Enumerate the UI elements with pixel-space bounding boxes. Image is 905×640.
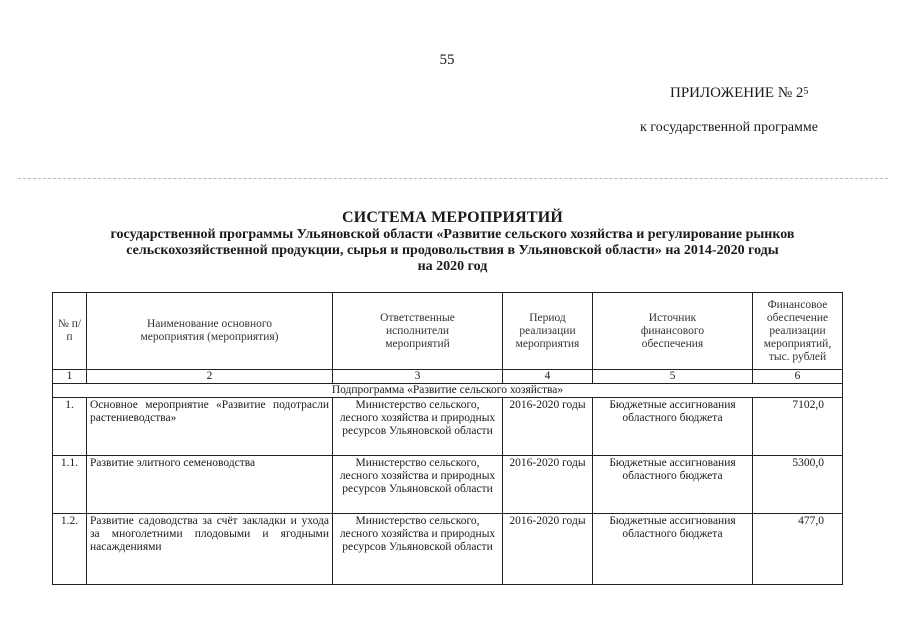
appendix-title-text: ПРИЛОЖЕНИЕ № 2 — [670, 85, 804, 101]
table-header-row — [53, 293, 843, 370]
row-number: 1. — [53, 398, 87, 456]
header-funding: Финансовое обеспечение реализации мероприятий, тыс. рублей — [753, 293, 843, 370]
header-period: Период реализации мероприятия — [503, 293, 593, 370]
heading-title: СИСТЕМА МЕРОПРИЯТИЙ — [341, 209, 564, 226]
appendix-subtitle: к государственной программе — [640, 120, 818, 135]
column-number: 4 — [503, 370, 593, 384]
row-amount: 5300,0 — [753, 456, 843, 514]
row-name: Развитие элитного семеноводства — [87, 456, 333, 514]
row-name: Основное мероприятие «Развитие подотрасли растениеводства» — [87, 398, 333, 456]
column-number: 6 — [753, 370, 843, 384]
events-table — [52, 292, 843, 585]
page-number: 55 — [439, 52, 455, 68]
row-source: Бюджетные ассигнования областного бюджета — [593, 456, 753, 514]
subprogram-row — [53, 384, 843, 398]
row-amount: 477,0 — [753, 514, 843, 585]
subprogram-title: Подпрограмма «Развитие сельского хозяйства» — [53, 384, 843, 398]
heading-line-4: на 2020 год — [417, 259, 488, 274]
row-name: Развитие садоводства за счёт закладки и ухода за многолетними плодовыми и ягодными насаждениями — [87, 514, 333, 585]
row-source: Бюджетные ассигнования областного бюджета — [593, 514, 753, 585]
table-row — [53, 514, 843, 585]
row-executors: Министерство сельского, лесного хозяйства и природных ресурсов Ульяновской области — [333, 456, 503, 514]
column-number: 1 — [53, 370, 87, 384]
row-source: Бюджетные ассигнования областного бюджета — [593, 398, 753, 456]
heading-line-2: государственной программы Ульяновской области «Развитие сельского хозяйства и регулирование рынков — [110, 227, 795, 242]
column-number: 3 — [333, 370, 503, 384]
table-row — [53, 398, 843, 456]
appendix-superscript: 5 — [803, 86, 809, 97]
row-period: 2016-2020 годы — [503, 514, 593, 585]
row-executors: Министерство сельского, лесного хозяйства и природных ресурсов Ульяновской области — [333, 398, 503, 456]
appendix-title — [670, 85, 808, 102]
row-amount: 7102,0 — [753, 398, 843, 456]
header-num: № п/п — [53, 293, 87, 370]
header-source: Источник финансового обеспечения — [593, 293, 753, 370]
heading-line-3: сельскохозяйственной продукции, сырья и продовольствия в Ульяновской области» на 2014-2020 годы — [126, 243, 779, 258]
row-executors: Министерство сельского, лесного хозяйства и природных ресурсов Ульяновской области — [333, 514, 503, 585]
column-numbers-row — [53, 370, 843, 384]
row-period: 2016-2020 годы — [503, 456, 593, 514]
header-name: Наименование основного мероприятия (мероприятия) — [87, 293, 333, 370]
column-number: 5 — [593, 370, 753, 384]
row-number: 1.2. — [53, 514, 87, 585]
scan-artifact-line — [18, 178, 888, 179]
header-executors: Ответственные исполнители мероприятий — [333, 293, 503, 370]
row-number: 1.1. — [53, 456, 87, 514]
table-row — [53, 456, 843, 514]
column-number: 2 — [87, 370, 333, 384]
document-heading — [40, 208, 865, 275]
row-period: 2016-2020 годы — [503, 398, 593, 456]
